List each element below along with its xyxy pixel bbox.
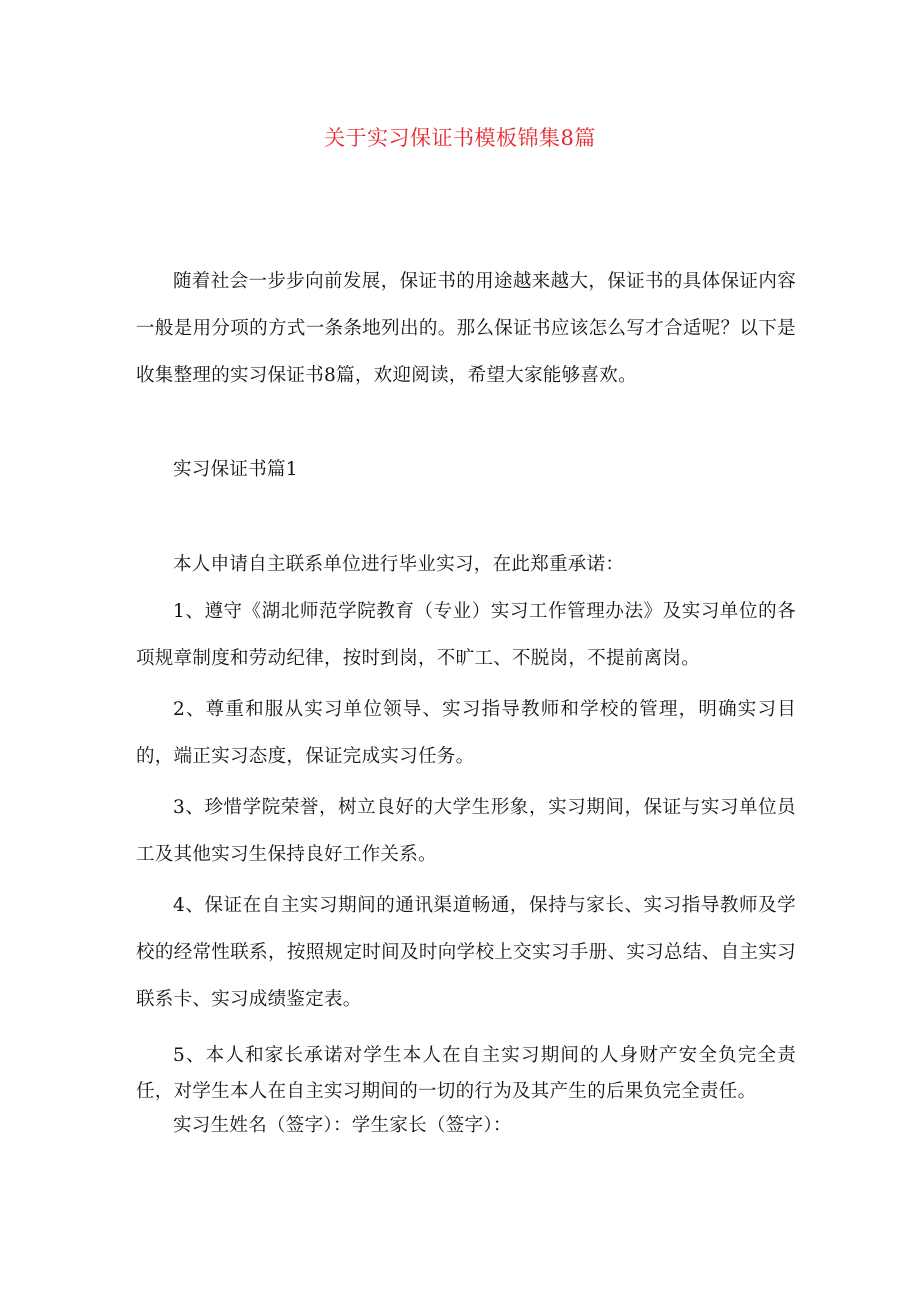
list-item: 2、尊重和服从实习单位领导、实习指导教师和学校的管理，明确实习目的，端正实习态度，保证完成实习任务。 <box>136 699 796 767</box>
intro-paragraph-block <box>136 258 796 399</box>
item-5-block <box>136 1038 796 1110</box>
list-item: 3、珍惜学院荣誉，树立良好的大学生形象，实习期间，保证与实习单位员工及其他实习生保持良好工作关系。 <box>136 797 796 865</box>
statement-paragraph: 本人申请自主联系单位进行毕业实习，在此郑重承诺： <box>173 554 625 575</box>
section-heading: 实习保证书篇1 <box>173 459 298 480</box>
section-heading-block <box>136 446 796 493</box>
item-2-block <box>136 686 796 780</box>
list-item: 4、保证在自主实习期间的通讯渠道畅通，保持与家长、实习指导教师及学校的经常性联系，按照规定时间及时向学校上交实习手册、实习总结、自主实习联系卡、实习成绩鉴定表。 <box>136 895 796 1010</box>
list-item: 5、本人和家长承诺对学生本人在自主实习期间的人身财产安全负完全责任，对学生本人在自主实习期间的一切的行为及其产生的后果负完全责任。 <box>136 1045 796 1102</box>
list-item: 1、遵守《湖北师范学院教育（专业）实习工作管理办法》及实习单位的各项规章制度和劳动纪律，按时到岗，不旷工、不脱岗，不提前离岗。 <box>136 601 796 669</box>
item-3-block <box>136 784 796 878</box>
intro-paragraph: 随着社会一步步向前发展，保证书的用途越来越大，保证书的具体保证内容一般是用分项的方式一条条地列出的。那么保证书应该怎么写才合适呢？以下是收集整理的实习保证书8篇，欢迎阅读，希望大家能够喜欢。 <box>136 271 796 386</box>
signature-line: 实习生姓名（签字）：学生家长（签字）： <box>173 1115 512 1136</box>
signature-block <box>136 1102 796 1149</box>
item-4-block <box>136 882 796 1023</box>
statement-block <box>136 541 796 588</box>
document-title: 关于实习保证书模板锦集8篇 <box>324 126 596 150</box>
item-1-block <box>136 588 796 682</box>
